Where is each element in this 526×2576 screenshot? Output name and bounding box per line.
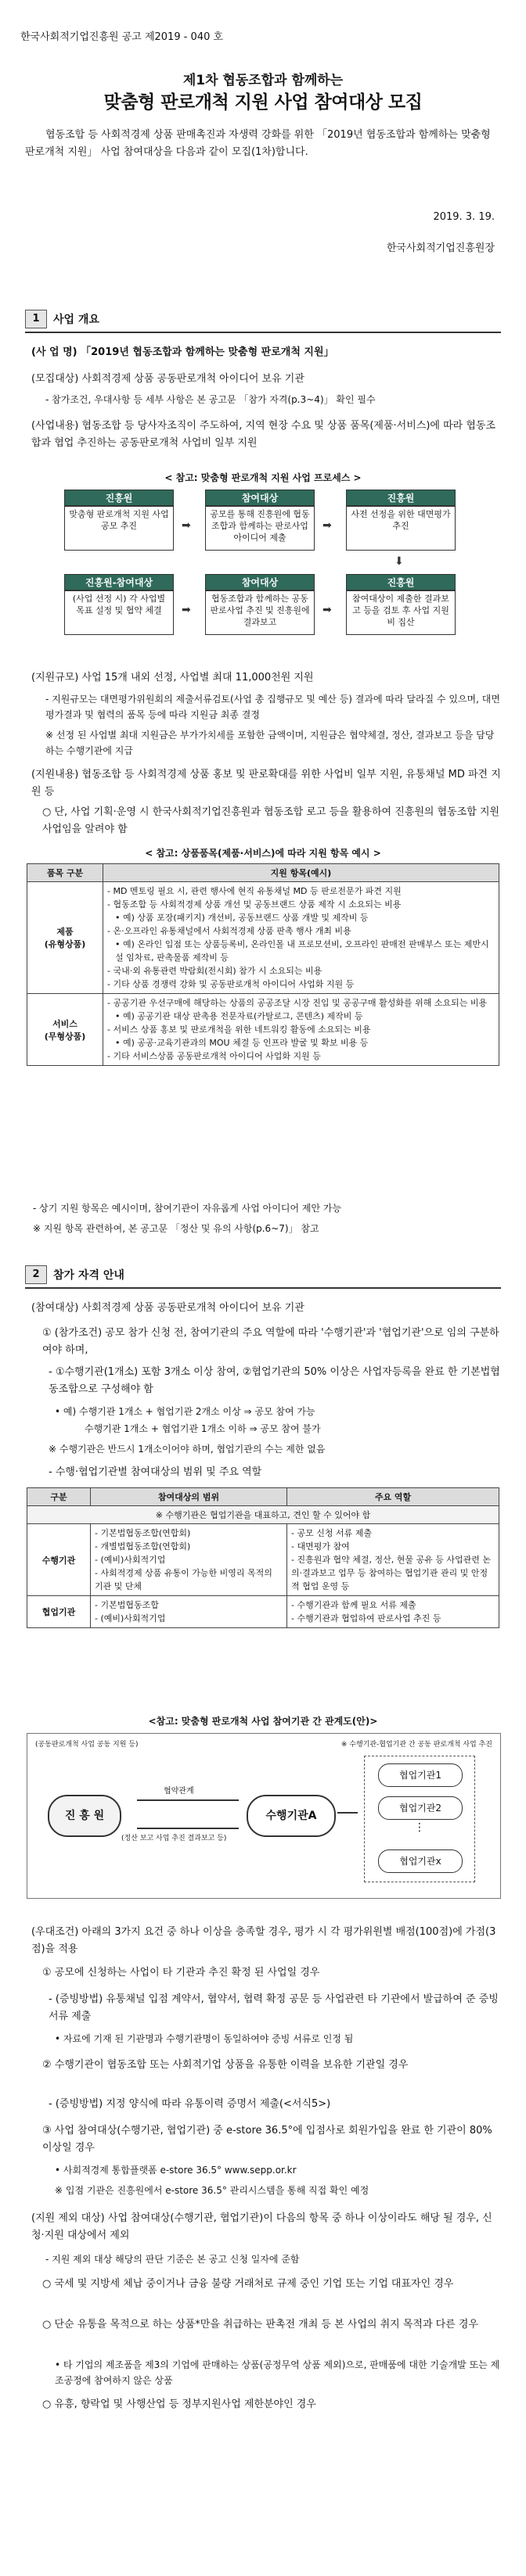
partner-node: 협업기관x — [378, 1849, 463, 1873]
relation-diagram — [27, 1733, 501, 1899]
items-table-header: 지원 항목(예시) — [103, 864, 499, 882]
exclusion-note: - 지원 제외 대상 해당의 판단 기준은 본 공고 신청 일자에 준함 — [45, 2254, 300, 2265]
connector-label-bottom: (정산 보고 사업 추진 결과보고 등) — [121, 1835, 227, 1842]
items-note2: ※ 지원 항목 관련하여, 본 공고문 「정산 및 유의 사항(p.6~7)」 참고 — [33, 1223, 319, 1234]
process-header-4: 진흥원-참여대상 — [64, 574, 174, 591]
roles-table-header: 주요 역할 — [287, 1488, 499, 1506]
process-header-6: 진흥원 — [346, 574, 456, 591]
preference-2: ② 수행기관이 협동조합 또는 사회적기업 상품을 유통한 이력을 보유한 기관일 경우 — [42, 2059, 409, 2071]
process-box-2: 공모를 통해 진흥원에 협동조합과 함께하는 판로사업 아이디어 제출 — [205, 505, 315, 551]
items-table-header: 품목 구분 — [27, 864, 103, 882]
list-item: - 기본법협동조합(연합회) — [95, 1528, 191, 1538]
list-item: • 예) 온라인 입점 또는 상품등록비, 온라인몰 내 프로모션비, 오프라인 판매전 판매부스 또는 제반시설 임차료, 판촉물품 제작비 등 — [115, 939, 489, 963]
preference-1: ① 공모에 신청하는 사업이 타 기관과 추진 확정 된 사업일 경우 — [42, 1967, 320, 1979]
support-content-note: ○ 단, 사업 기획·운영 시 한국사회적기업진흥원과 협동조합 로고 등을 활용하여 진흥원의 협동조합 지원 사업임을 알려야 함 — [42, 806, 500, 835]
project-name: (사 업 명) 「2019년 협동조합과 함께하는 맞춤형 판로개척 지원」 — [31, 346, 334, 358]
role-cell — [287, 1596, 499, 1628]
table-row — [27, 1524, 499, 1596]
list-item: - 사회적경제 상품 유통이 가능한 비영리 목적의 기관 및 단체 — [95, 1568, 272, 1591]
preference-3-note2: ※ 입점 기관은 진흥원에서 e-store 36.5° 관리시스템을 통해 직접 확인 예정 — [55, 2185, 369, 2196]
recruit-target: (모집대상) 사회적경제 상품 공동판로개척 아이디어 보유 기관 — [31, 373, 304, 385]
process-header-2: 참여대상 — [205, 490, 315, 507]
exclusion-3: ○ 유흥, 향락업 및 사행산업 등 정부지원사업 제한분야인 경우 — [42, 2398, 316, 2410]
exclusion-2-note: • 타 기업의 제조품을 제3의 기업에 판매하는 상품(공정무역 상품 제외)으로, 판매품에 대한 기술개발 또는 제조공정에 참여하지 않은 상품 — [55, 2359, 500, 2386]
condition-example1: • 예) 수행기관 1개소 + 협업기관 2개소 이상 ⇒ 공모 참여 가능 — [55, 1406, 315, 1417]
table-row — [27, 994, 499, 1066]
section-number: 1 — [25, 310, 47, 328]
role-type-cell: 협업기관 — [27, 1596, 91, 1628]
partner-node: 협업기관1 — [378, 1763, 463, 1787]
process-title: < 참고: 맞춤형 판로개척 지원 사업 프로세스 > — [164, 472, 362, 483]
section-label: 사업 개요 — [53, 314, 99, 326]
process-box-1: 맞춤형 판로개척 지원 사업 공모 추진 — [64, 505, 174, 551]
list-item: • 예) 공공·교육기관과의 MOU 체결 등 인프라 발굴 및 확보 비용 등 — [115, 1038, 369, 1048]
list-item: - 진흥원과 협약 체결, 정산, 현물 공유 등 사업관련 논의·결과보고 업무 등 참여하는 협업기관 관리 및 안정적 협업 운영 등 — [291, 1555, 491, 1591]
support-content: (지원내용) 협동조합 등 사회적경제 상품 홍보 및 판로확대를 위한 사업비 일부 지원, 유통채널 MD 파견 지원 등 — [31, 769, 501, 798]
preference-3: ③ 사업 참여대상(수행기관, 협업기관) 중 e-store 36.5°에 입점사로 회원가입을 완료 한 기관이 80% 이상일 경우 — [42, 2125, 492, 2154]
roles-banner: ※ 수행기관은 협업기관을 대표하고, 견인 할 수 있어야 함 — [27, 1506, 499, 1524]
exclusion-2: ○ 단순 유통을 목적으로 하는 상품*만을 취급하는 판촉전 개최 등 본 사업의 취지 목적과 다른 경우 — [42, 2319, 479, 2330]
scope-cell — [91, 1596, 287, 1628]
notice-number: 한국사회적기업진흥원 공고 제2019 - 040 호 — [20, 31, 224, 43]
support-scale-note2: ※ 선정 된 사업별 최대 지원금은 부가가치세를 포함한 금액이며, 지원금은 협약체결, 정산, 결과보고 등을 담당하는 수행기관에 지급 — [45, 730, 495, 756]
process-box-6: 참여대상이 제출한 결과보고 등을 검토 후 사업 지원비 집산 — [346, 590, 456, 635]
list-item: - 기타 서비스상품 공동판로개척 아이디어 사업화 지원 등 — [107, 1051, 321, 1061]
org-name: 한국사회적기업진흥원장 — [386, 242, 495, 254]
list-item: - 협동조합 등 사회적경제 상품 개선 및 공동브랜드 상품 제작 시 소요되는 비용 — [107, 899, 402, 909]
category-cell: 서비스 (무형상품) — [27, 994, 103, 1066]
condition-note: ※ 수행기관은 반드시 1개소이어야 하며, 협업기관의 수는 제한 없음 — [49, 1444, 326, 1455]
list-item: - 개별법협동조합(연합회) — [95, 1541, 191, 1552]
roles-table — [27, 1487, 499, 1628]
roles-table-header: 참여대상의 범위 — [91, 1488, 287, 1506]
preference-conditions: (우대조건) 아래의 3가지 요건 중 하나 이상을 충족할 경우, 평가 시 각 평가위원별 배점(100점)에 가점(3점)을 적용 — [31, 1926, 496, 1955]
list-item: - MD 멘토링 필요 시, 관련 행사에 현직 유통채널 MD 등 판로전문가 파견 지원 — [107, 886, 402, 896]
partner-node: 협업기관2 — [378, 1796, 463, 1820]
support-scale-note1: - 지원규모는 대면평가위원회의 제출서류검토(사업 총 집행규모 및 예산 등) 결과에 따라 달라질 수 있으며, 대면평가결과 및 협력의 품목 등에 따라 지원금 최종 결정 — [45, 694, 500, 720]
connector-label-top: 협약관계 — [164, 1787, 194, 1796]
arrow-right-icon: ➡ — [322, 519, 332, 532]
table-row — [27, 882, 499, 994]
process-header-3: 진흥원 — [346, 490, 456, 507]
arrow-right-icon: ➡ — [322, 604, 332, 616]
lead-org-node: 수행기관A — [247, 1795, 336, 1837]
intro-paragraph: 협동조합 등 사회적경제 상품 판매촉진과 자생력 강화를 위한 「2019년 협동조합과 함께하는 맞춤형 판로개척 지원」 사업 참여대상을 다음과 같이 모집(1차)합니다. — [25, 129, 491, 158]
process-box-5: 협동조합과 함께하는 공동판로사업 추진 및 진흥원에 결과보고 — [205, 590, 315, 635]
title-line2: 맞춤형 판로개척 지원 사업 참여대상 모집 — [103, 92, 423, 113]
list-item: - 공모 신청 서류 제출 — [291, 1528, 372, 1538]
list-item: - (예비)사회적기업 — [95, 1555, 166, 1565]
participation-condition: ① (참가조건) 공모 참가 신청 전, 참여기관의 주요 역할에 따라 '수행기관'과 '협업기관'으로 임의 구분하여야 하며, — [42, 1327, 499, 1356]
agency-node: 진 흥 원 — [48, 1795, 121, 1837]
exclusion-criteria: (지원 제외 대상) 사업 참여대상(수행기관, 협업기관)이 다음의 항목 중 하나 이상이라도 해당 될 경우, 신청·지원 대상에서 제외 — [31, 2212, 492, 2241]
category-cell: 제품 (유형상품) — [27, 882, 103, 994]
section-2-header — [25, 1265, 124, 1284]
role-cell — [287, 1524, 499, 1596]
role-type-cell: 수행기관 — [27, 1524, 91, 1596]
notice-date: 2019. 3. 19. — [433, 211, 495, 223]
arrow-right-icon: ➡ — [182, 604, 191, 616]
list-item: - 수행기관과 협업하여 판로사업 추진 등 — [291, 1613, 441, 1623]
section-divider — [25, 1287, 501, 1289]
table-row — [27, 1596, 499, 1628]
preference-1-note: • 자료에 기재 된 기관명과 수행기관명이 동일하여야 증빙 서류로 인정 됨 — [55, 2033, 354, 2044]
list-item: • 예) 상품 포장(패키지) 개선비, 공동브랜드 상품 개발 및 제작비 등 — [115, 913, 369, 923]
list-item: - 국내·외 유통관련 박람회(전시회) 참가 시 소요되는 비용 — [107, 966, 322, 976]
process-box-4: (사업 선정 시) 각 사업별 목표 설정 및 협약 체결 — [64, 590, 174, 635]
ellipsis: ⋮ — [414, 1821, 425, 1834]
scope-cell — [91, 1524, 287, 1596]
connector-line — [137, 1799, 239, 1801]
condition-example2: 수행기관 1개소 + 협업기관 1개소 이하 ⇒ 공모 참여 불가 — [85, 1423, 321, 1434]
support-scale: (지원규모) 사업 15개 내외 선정, 사업별 최대 11,000천원 지원 — [31, 672, 314, 683]
participation-condition-detail: - ①수행기관(1개소) 포함 3개소 이상 참여, ②협업기관의 50% 이상은 사업자등록을 완료 한 기본법협동조합으로 구성해야 함 — [49, 1366, 500, 1395]
relation-diagram-title: <참고: 맞춤형 판로개척 사업 참여기관 간 관계도(안)> — [148, 1716, 378, 1727]
connector-line — [337, 1812, 358, 1814]
diagram-right-caption: ※ 수행기관-협업기관 간 공동 판로개척 사업 추진 — [340, 1741, 492, 1749]
items-table-title: < 참고: 상품품목(제품·서비스)에 따라 지원 항목 예시 > — [145, 848, 381, 859]
project-content: (사업내용) 협동조합 등 당사자조직이 주도하여, 지역 현장 수요 및 상품 품목(제품·서비스)에 따라 협동조합과 협업 추진하는 공동판로개척 사업비 일부 지원 — [31, 420, 496, 449]
connector-line — [137, 1828, 239, 1829]
preference-2-proof: - (증빙방법) 지정 양식에 따라 유통이력 증명서 제출(<서식5>) — [49, 2098, 331, 2110]
list-item: - 대면평가 참여 — [291, 1541, 350, 1552]
items-note1: - 상기 지원 항목은 예시이며, 참여기관이 자유롭게 사업 아이디어 제안 가능 — [33, 1203, 342, 1214]
list-item: - 기타 상품 경쟁력 강화 및 공동판로개척 아이디어 사업화 지원 등 — [107, 979, 355, 989]
recruit-target-note: - 참가조건, 우대사항 등 세부 사항은 본 공고문 「참가 자격(p.3~4)」 확인 필수 — [45, 394, 376, 405]
list-item: • 예) 공공기관 대상 판촉용 전문자료(카탈로그, 콘텐츠) 제작비 등 — [115, 1011, 363, 1021]
participation-target: (참여대상) 사회적경제 상품 공동판로개척 아이디어 보유 기관 — [31, 1302, 304, 1314]
section-1-header — [25, 310, 99, 328]
items-cell — [103, 882, 499, 994]
list-item: - (예비)사회적기업 — [95, 1613, 166, 1623]
list-item: - 수행기관과 함께 필요 서류 제출 — [291, 1600, 416, 1610]
list-item: - 기본법협동조합 — [95, 1600, 159, 1610]
process-header-5: 참여대상 — [205, 574, 315, 591]
title-line1: 제1차 협동조합과 함께하는 — [182, 73, 344, 88]
roles-intro: - 수행·협업기관별 참여대상의 범위 및 주요 역할 — [49, 1466, 262, 1478]
items-cell — [103, 994, 499, 1066]
list-item: - 서비스 상품 홍보 및 판로개척을 위한 네트워킹 활동에 소요되는 비용 — [107, 1024, 371, 1035]
section-number: 2 — [25, 1265, 47, 1284]
section-label: 참가 자격 안내 — [53, 1269, 124, 1282]
process-box-3: 사전 선정을 위한 대면평가 추진 — [346, 505, 456, 551]
items-table — [27, 863, 499, 1066]
section-divider — [25, 332, 501, 333]
preference-3-note1: • 사회적경제 통합플랫폼 e-store 36.5° www.sepp.or.kr — [55, 2165, 297, 2176]
list-item: - 온·오프라인 유통채널에서 사회적경제 상품 판촉 행사 개최 비용 — [107, 926, 351, 936]
preference-1-proof: - (증빙방법) 유통채널 입점 계약서, 협약서, 협력 확정 공문 등 사업관련 타 기관에서 발급하여 준 증빙 서류 제출 — [49, 1993, 499, 2022]
process-header-1: 진흥원 — [64, 490, 174, 507]
roles-table-header: 구분 — [27, 1488, 91, 1506]
arrow-right-icon: ➡ — [182, 519, 191, 532]
list-item: - 공공기관 우선구매에 해당하는 상품의 공공조달 시장 진입 및 공공구매 활성화를 위해 소요되는 비용 — [107, 998, 488, 1008]
exclusion-1: ○ 국세 및 지방세 체납 중이거나 금융 불량 거래처로 규제 중인 기업 또는 기업 대표자인 경우 — [42, 2278, 454, 2290]
arrow-down-icon: ⬇ — [394, 555, 404, 568]
diagram-left-caption: (공동판로개척 사업 공동 지원 등) — [35, 1741, 139, 1749]
